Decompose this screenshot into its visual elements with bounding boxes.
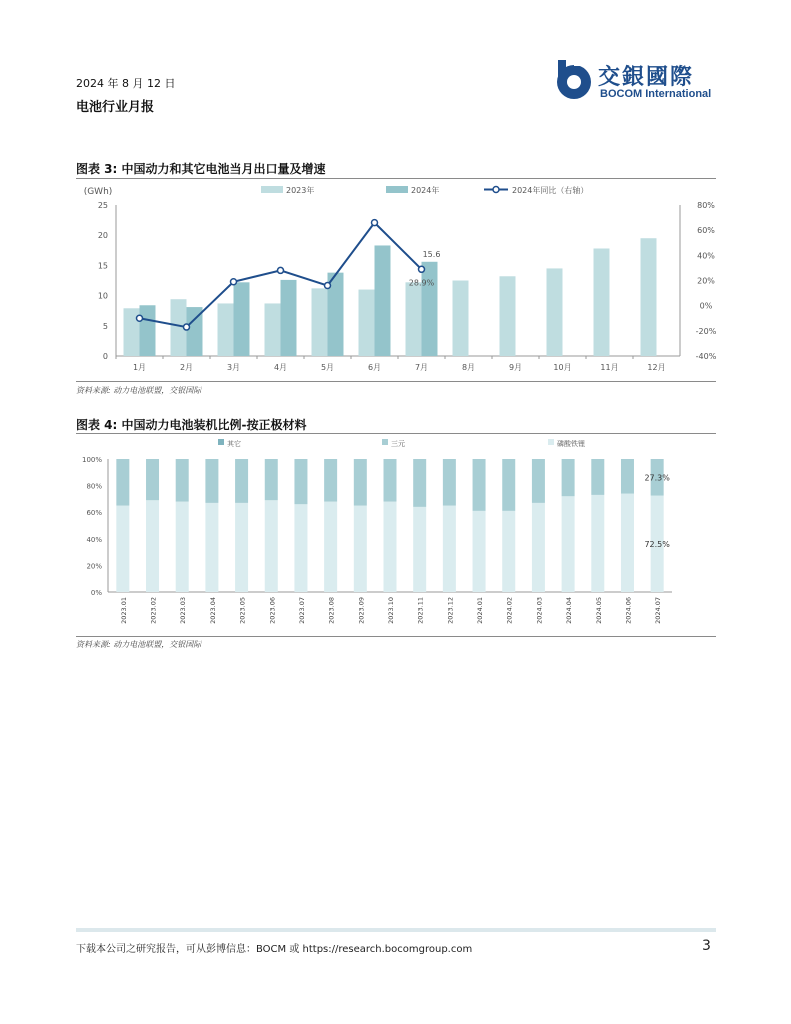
figure4-bottom-rule <box>76 636 716 637</box>
bar-2023 <box>500 276 516 356</box>
figure3-bottom-rule <box>76 381 716 382</box>
bar-ncm <box>591 459 604 495</box>
y2-tick-label: 80% <box>697 201 715 210</box>
y-tick-label: 40% <box>86 535 102 544</box>
bar-2024 <box>422 262 438 356</box>
x-tick-label: 2023.03 <box>179 597 188 624</box>
report-title: 电池行业月报 <box>76 100 155 115</box>
x-tick-label: 4月 <box>273 363 288 372</box>
bar-lfp <box>591 495 604 592</box>
legend-swatch <box>218 439 224 445</box>
x-tick-label: 8月 <box>461 363 476 372</box>
bar-ncm <box>176 459 189 502</box>
legend-label: 其它 <box>227 440 241 448</box>
bar-2023 <box>594 248 610 356</box>
bar-ncm <box>116 459 129 506</box>
bar-lfp <box>294 504 307 592</box>
annotation-yoy-value: 28.9% <box>408 278 435 288</box>
bar-ncm <box>532 459 545 503</box>
x-tick-label: 2024.07 <box>654 597 663 624</box>
bar-ncm <box>443 459 456 506</box>
y-tick-label: 60% <box>86 509 102 518</box>
bar-2023 <box>453 281 469 357</box>
bar-2023 <box>312 288 328 356</box>
bar-lfp <box>324 502 337 592</box>
yoy-point <box>231 279 237 285</box>
bar-lfp <box>116 506 129 592</box>
bar-ncm <box>324 459 337 502</box>
bar-ncm <box>265 459 278 500</box>
bar-ncm <box>235 459 248 503</box>
x-tick-label: 12月 <box>647 363 666 372</box>
y2-tick-label: 40% <box>697 251 715 261</box>
y2-tick-label: -20% <box>695 326 716 336</box>
y-tick-label: 5 <box>102 321 108 331</box>
y-tick-label: 20 <box>97 231 108 241</box>
x-tick-label: 2024.04 <box>565 597 574 624</box>
yoy-point <box>184 324 190 330</box>
x-tick-label: 2023.08 <box>327 597 336 624</box>
bar-ncm <box>384 459 397 502</box>
figure3-title: 图表 3: 中国动力和其它电池当月出口量及增速 <box>76 162 326 176</box>
bar-ncm <box>562 459 575 496</box>
bar-lfp <box>621 494 634 592</box>
legend-swatch-2024 <box>386 186 408 193</box>
bar-lfp <box>384 502 397 592</box>
x-tick-label: 6月 <box>367 363 382 372</box>
bar-ncm <box>205 459 218 503</box>
bar-2023 <box>265 303 281 356</box>
bar-lfp <box>443 506 456 592</box>
figure4-source: 资料来源: 动力电池联盟，交银国际 <box>76 640 202 649</box>
y-tick-label: 20% <box>86 562 102 571</box>
figure4-top-rule <box>76 433 716 434</box>
legend-marker-yoy <box>493 187 499 193</box>
x-tick-label: 2023.10 <box>387 597 395 624</box>
x-tick-label: 9月 <box>508 363 523 372</box>
chart3-export-volume <box>76 180 716 380</box>
x-tick-label: 5月 <box>320 363 335 372</box>
bar-lfp <box>413 507 426 592</box>
bar-2023 <box>547 268 563 356</box>
x-tick-label: 2024.03 <box>535 597 544 624</box>
bar-2024 <box>375 245 391 356</box>
bar-2023 <box>218 303 234 356</box>
bar-2024 <box>281 280 297 356</box>
bar-lfp <box>473 511 486 592</box>
bar-lfp <box>205 503 218 592</box>
figure3-top-rule <box>76 178 716 179</box>
y-tick-label: 10 <box>97 291 108 301</box>
bar-ncm <box>413 459 426 507</box>
bar-lfp <box>502 511 515 592</box>
bar-lfp <box>176 502 189 592</box>
y-axis-unit-label: (GWh) <box>83 187 113 197</box>
page-number: 3 <box>702 938 711 954</box>
bar-lfp <box>354 506 367 592</box>
bar-lfp <box>265 500 278 592</box>
bar-lfp <box>235 503 248 592</box>
x-tick-label: 2023.09 <box>357 597 366 624</box>
x-tick-label: 2023.05 <box>238 597 247 624</box>
x-tick-label: 2024.05 <box>594 597 603 624</box>
annotation-bar-value: 15.6 <box>422 249 441 259</box>
x-tick-label: 2023.11 <box>416 597 425 624</box>
bar-2024 <box>234 282 250 356</box>
footer-text: 下载本公司之研究报告，可从彭博信息：BOCM 或 https://research.bocomgroup.com <box>76 944 473 955</box>
x-tick-label: 2023.12 <box>446 597 455 624</box>
x-tick-label: 11月 <box>600 363 619 372</box>
y-tick-label: 15 <box>97 261 108 271</box>
logo-cn-text: 交銀國際 <box>598 65 695 90</box>
yoy-point <box>137 315 143 321</box>
yoy-point <box>372 220 378 226</box>
footer-band <box>76 928 716 932</box>
legend-label: 三元 <box>391 440 405 448</box>
bar-2023 <box>641 238 657 356</box>
bar-lfp <box>146 500 159 592</box>
x-tick-label: 2023.06 <box>268 597 277 624</box>
bar-2023 <box>359 290 375 356</box>
x-tick-label: 2023.01 <box>119 597 128 624</box>
annotation-ncm-share: 27.3% <box>644 473 670 483</box>
logo-en-text: BOCOM International <box>600 88 712 100</box>
y2-tick-label: 0% <box>699 301 713 311</box>
legend-label-2023: 2023年 <box>286 186 315 195</box>
x-tick-label: 2024.01 <box>476 597 485 624</box>
chart4-cathode-share <box>76 435 716 635</box>
x-tick-label: 2024.02 <box>505 597 514 624</box>
x-tick-label: 2024.06 <box>624 597 633 624</box>
legend-swatch <box>382 439 388 445</box>
x-tick-label: 2023.04 <box>208 597 217 624</box>
y2-tick-label: 60% <box>697 226 715 236</box>
legend-swatch-2023 <box>261 186 283 193</box>
y-tick-label: 0% <box>90 589 102 597</box>
y-tick-label: 100% <box>81 456 102 464</box>
bar-ncm <box>146 459 159 500</box>
figure4-title: 图表 4: 中国动力电池装机比例-按正极材料 <box>76 418 307 432</box>
bar-ncm <box>473 459 486 511</box>
bar-ncm <box>502 459 515 511</box>
y-tick-label: 25 <box>97 201 108 210</box>
bar-ncm <box>621 459 634 494</box>
annotation-lfp-share: 72.5% <box>644 540 670 550</box>
x-tick-label: 1月 <box>132 363 147 372</box>
y2-tick-label: 20% <box>697 276 715 286</box>
report-date: 2024 年 8 月 12 日 <box>76 77 176 90</box>
bar-2024 <box>140 305 156 356</box>
x-tick-label: 2月 <box>179 363 194 372</box>
x-tick-label: 10月 <box>553 363 572 372</box>
bar-ncm <box>354 459 367 506</box>
legend-label: 磷酸铁锂 <box>557 440 585 448</box>
yoy-point <box>419 266 425 272</box>
bar-ncm <box>294 459 307 504</box>
y2-tick-label: -40% <box>695 352 716 361</box>
yoy-point <box>278 267 284 273</box>
x-tick-label: 3月 <box>226 363 241 372</box>
x-tick-label: 2023.02 <box>149 597 158 624</box>
bar-lfp <box>532 503 545 592</box>
figure3-source: 资料来源: 动力电池联盟，交银国际 <box>76 386 202 395</box>
bar-2023 <box>406 282 422 356</box>
yoy-point <box>325 283 331 289</box>
bar-lfp <box>562 496 575 592</box>
legend-label-yoy: 2024年同比（右轴） <box>512 186 589 195</box>
legend-swatch <box>548 439 554 445</box>
y-tick-label: 0 <box>102 352 108 361</box>
y-tick-label: 80% <box>86 482 102 491</box>
legend-label-2024: 2024年 <box>411 186 440 195</box>
x-tick-label: 7月 <box>414 363 429 372</box>
x-tick-label: 2023.07 <box>297 597 306 624</box>
